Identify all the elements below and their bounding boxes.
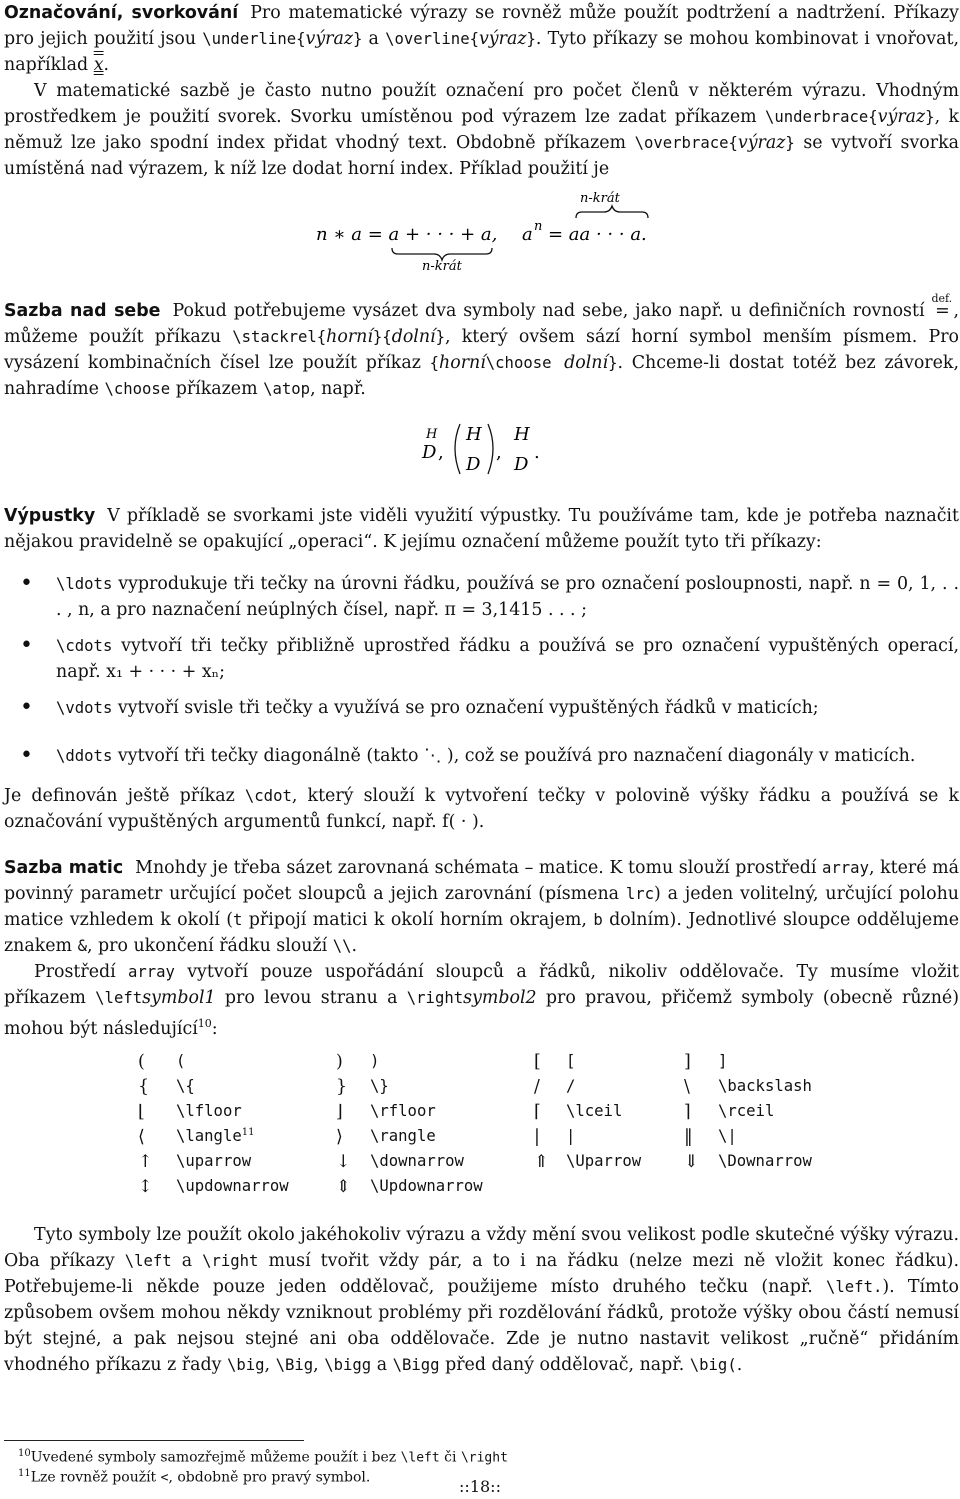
- code: }{: [372, 328, 392, 346]
- command: \{: [176, 1077, 195, 1095]
- section-heading: Sazba nad sebe: [4, 301, 161, 321]
- symbol: ⌈: [534, 1102, 541, 1122]
- text: vytvoří svisle tři tečky a využívá se pro označení vypuštěných řádků v maticích;: [112, 698, 819, 718]
- ellipsis-list: [4, 571, 959, 769]
- svg-text:.: .: [534, 442, 540, 463]
- text: vytvoří pouze uspořádání sloupců a řádků, nikoliv oddělovače. Ty musíme vložit příkazem: [4, 962, 959, 1008]
- code: array: [822, 859, 869, 877]
- math-rhs-exp: n: [534, 219, 543, 234]
- code: \big: [226, 1356, 265, 1374]
- footnote-number: 11: [18, 1468, 31, 1479]
- text: dolní: [391, 327, 436, 347]
- code: \vdots: [56, 699, 113, 717]
- overbrace: [576, 206, 648, 218]
- text: , pro ukončení řádku slouží: [86, 936, 333, 956]
- text: ) a jeden volitelný, určující polohu matice vzhledem k okolí (: [4, 884, 959, 930]
- paragraph: [4, 855, 959, 959]
- symbol: (: [138, 1052, 145, 1072]
- command: ]: [718, 1052, 728, 1070]
- symbol: /: [534, 1077, 540, 1097]
- symbol: ⇑: [534, 1152, 549, 1172]
- code: \atop: [263, 380, 311, 398]
- list-item: [4, 571, 959, 623]
- symbol: }: [336, 1077, 348, 1097]
- closing-paragraph: [4, 1222, 959, 1378]
- footnote-ref: 11: [241, 1127, 255, 1138]
- symbol: ): [336, 1052, 343, 1072]
- text: V příkladě se svorkami jste viděli využití výpustky. Tu používáme tam, kde je potřeba naznačit nějakou pravidelně se opakující „operaci“. K jejímu označení můžeme použít tyto tři příkazy:: [4, 506, 959, 552]
- section-heading: Označování, svorkování: [4, 3, 239, 23]
- text: vytvoří tři tečky přibližně uprostřed řádku a používá se pro označení vypuštěných operací, např. x₁ + · · · + xₙ;: [56, 636, 959, 682]
- text: , můžeme použít příkazu: [4, 301, 959, 347]
- code: \\: [332, 937, 352, 955]
- command: \rangle: [370, 1127, 436, 1145]
- text: připojí matici k okolí horním okrajem,: [242, 910, 594, 930]
- text: symbol2: [463, 988, 537, 1008]
- symbol: ⌉: [684, 1102, 691, 1122]
- text: vyprodukuje tři tečky na úrovni řádku, používá se pro označení posloupnosti, např. n = 0, 1, . . . , n, a pro naznačení neúplných čísel, např. π = 3,1415 . . . ;: [56, 574, 959, 620]
- paragraph: [4, 1222, 959, 1378]
- code: \overbrace{: [634, 134, 738, 152]
- text: a: [362, 29, 386, 49]
- paragraph: [4, 783, 959, 835]
- text: dolním). Jednotlivé sloupce oddělujeme znakem: [4, 910, 959, 956]
- binom-bottom: D: [466, 454, 481, 475]
- text: či: [439, 1449, 461, 1466]
- command: /: [566, 1077, 576, 1095]
- text: :: [211, 1018, 218, 1039]
- section-labeling: [4, 0, 959, 182]
- text: .: [736, 1355, 743, 1375]
- math-rhs-base: a: [522, 224, 533, 245]
- text: horní: [326, 327, 373, 347]
- symbol: [: [534, 1052, 541, 1072]
- command: |: [566, 1127, 576, 1145]
- code: \underline{: [202, 30, 306, 48]
- section-heading: Sazba matic: [4, 858, 124, 878]
- symbol: ⟩: [336, 1127, 343, 1147]
- code: \right: [460, 1450, 508, 1466]
- code: \underbrace{: [765, 108, 878, 126]
- text: výraz: [737, 133, 786, 153]
- stack-top: H: [426, 427, 438, 442]
- text: pro levou stranu a: [215, 988, 407, 1008]
- def-label: def.: [931, 292, 953, 305]
- command: \backslash: [718, 1077, 812, 1095]
- code: \Bigg: [392, 1356, 440, 1374]
- math-display-braces: [304, 188, 664, 278]
- text: a: [371, 1355, 393, 1375]
- symbol: \: [684, 1077, 690, 1097]
- left-paren: [455, 424, 460, 474]
- text: ,: [264, 1355, 276, 1375]
- command: (: [176, 1052, 186, 1070]
- text: , obdobně pro pravý symbol.: [168, 1469, 371, 1486]
- code: \ddots: [56, 747, 113, 765]
- underbrace-label: n-krát: [422, 259, 462, 274]
- symbol: ⟨: [138, 1127, 145, 1147]
- math-display-stack: [414, 418, 564, 482]
- code: \cdots: [56, 637, 113, 655]
- symbol: ‖: [684, 1127, 693, 1147]
- binom-top: H: [466, 424, 482, 445]
- command-text: \langle: [176, 1127, 242, 1146]
- text: vytvoří tři tečky diagonálně (takto ⋱ ), což se používá pro naznačení diagonály v maticích.: [112, 746, 916, 766]
- text: výraz: [305, 29, 353, 49]
- right-paren: [488, 424, 493, 474]
- text: Uvedené symboly samozřejmě můžeme použít i bez: [30, 1449, 401, 1466]
- symbol: ⇓: [684, 1152, 699, 1172]
- text: Je definován ještě příkaz: [4, 786, 245, 806]
- text: . Chceme-li dostat totéž bez závorek, nahradíme: [4, 353, 959, 399]
- code: \big(: [689, 1356, 737, 1374]
- command: [176, 1127, 254, 1145]
- symbol: ↑: [138, 1152, 153, 1172]
- text: ). Tímto způsobem ovšem mohou někdy vzniknout problémy při rozdělování řádků, protože výšky obou částí nemusí být stejné, a pak nejsou stejné ani oba oddělovače. Zde je nutno nastavit velikost „ručně“ přidáním vhodného příkazu z řady: [4, 1277, 960, 1375]
- text: musí tvořit vždy pár, a to i na řádku (nelze mezi ně vložit konec řádku). Potřebujeme-li někde pouze jeden oddělovač, použijeme místo druhého tečku (např.: [4, 1251, 959, 1297]
- symbol: {: [138, 1077, 150, 1097]
- text: před daný oddělovač, např.: [439, 1355, 690, 1375]
- text: Prostředí: [34, 962, 128, 982]
- atop-bottom: D: [514, 454, 529, 475]
- code: t: [232, 911, 243, 929]
- code: \overline{: [385, 30, 479, 48]
- list-item: [4, 633, 959, 685]
- code: \stackrel{: [232, 328, 327, 346]
- text: příkazem: [170, 379, 264, 399]
- code: \right: [202, 1252, 259, 1270]
- command: \}: [370, 1077, 389, 1095]
- code: }: [353, 30, 363, 48]
- text: pro pravou, přičemž symboly (obecně různé) mohou být následující: [4, 988, 959, 1039]
- section-matrix: [4, 855, 959, 1042]
- list-item: [4, 743, 959, 769]
- svg-text:,: ,: [496, 442, 502, 463]
- section-stack: [4, 292, 959, 402]
- symbol: ⇕: [336, 1177, 351, 1197]
- footnote-rule: [4, 1440, 304, 1441]
- text: výraz: [478, 29, 527, 49]
- code: \left.: [826, 1278, 883, 1296]
- code: \ldots: [56, 575, 113, 593]
- symbol: |: [534, 1127, 540, 1147]
- code: \choose: [485, 354, 565, 372]
- text: Lze rovněž použít: [30, 1469, 161, 1486]
- command: \Updownarrow: [370, 1177, 483, 1195]
- command: \rfloor: [370, 1102, 436, 1120]
- text: .: [351, 936, 358, 956]
- text: ,: [313, 1355, 325, 1375]
- code: \right: [406, 989, 464, 1007]
- def-eq: [931, 292, 953, 324]
- page-number: ::18::: [459, 1477, 501, 1496]
- paragraph: [4, 503, 959, 555]
- code: }: [435, 328, 446, 346]
- paragraph: [4, 959, 959, 1042]
- code: \cdot: [244, 787, 292, 805]
- code: \bigg: [324, 1356, 372, 1374]
- paragraph: [4, 292, 959, 402]
- command: \lceil: [566, 1102, 623, 1120]
- code: }: [526, 30, 536, 48]
- text: Pokud potřebujeme vysázet dva symboly nad sebe, jako např. u definičních rovností: [172, 301, 932, 321]
- text: výraz: [877, 107, 926, 127]
- overbrace-label: n-krát: [580, 191, 620, 206]
- section-ellipsis: [4, 503, 959, 835]
- text: Tyto symboly lze použít okolo jakéhokoliv výrazu a vždy mění svou velikost podle skutečné výšky výrazu. Oba příkazy: [4, 1225, 959, 1271]
- text: , který ovšem sází horní symbol menším písmem. Pro vysázení kombinačních čísel lze použít příkaz: [4, 327, 959, 373]
- footnote-number: 10: [18, 1448, 31, 1459]
- command: \Uparrow: [566, 1152, 642, 1170]
- eq: =: [935, 301, 950, 321]
- text: symbol1: [142, 988, 216, 1008]
- code: &: [77, 937, 87, 955]
- text: , k němuž lze jako spodní index přidat vhodný text. Obdobně příkazem: [4, 107, 959, 153]
- code: \Big: [275, 1356, 314, 1374]
- command: \rceil: [718, 1102, 775, 1120]
- math-x: x: [93, 55, 104, 75]
- text: horní: [439, 353, 486, 373]
- symbol: ⌋: [336, 1102, 343, 1122]
- math-lhs: n ∗ a = a + · · · + a,: [316, 224, 498, 245]
- command: \updownarrow: [176, 1177, 289, 1195]
- symbol: ↕: [138, 1177, 153, 1197]
- command: \Downarrow: [718, 1152, 812, 1170]
- code: \choose: [104, 380, 171, 398]
- command: \uparrow: [176, 1152, 252, 1170]
- code: lrc: [625, 885, 655, 903]
- svg-text:,: ,: [438, 442, 444, 463]
- paragraph: V matematické sazbě je často nutno použít označení pro počet členů v některém výrazu. Vhodným prostředkem je použití svorek. Svorku umístěnou pod výrazem lze zadat příkazem \underbrace{výraz}, k němuž lze jako spodní index přidat vhodný text. Obdobně příkazem \overbrace{výraz} se vytvoří svorka umístěná nad výrazem, k níž lze dodat horní index. Příklad použití je: [4, 81, 959, 179]
- text: , které má povinný parametr určující počet sloupců a jejich zarovnání (písmena: [4, 858, 959, 904]
- text: dolní: [564, 353, 609, 373]
- text: , např.: [310, 379, 366, 399]
- symbol: ↓: [336, 1152, 351, 1172]
- code: <: [160, 1470, 169, 1486]
- code: \left: [95, 989, 143, 1007]
- text: V matematické sazbě je často nutno použít označení pro počet členů v některém výrazu. Vhodným prostředkem je použití svorek. Svorku umístěnou pod výrazem lze zadat příkazem: [4, 81, 959, 127]
- stack-bottom: D: [422, 442, 437, 463]
- text: Mnohdy je třeba sázet zarovnaná schémata – matice. K tomu slouží prostředí: [135, 858, 823, 878]
- code: \left: [124, 1252, 172, 1270]
- symbol: ⌊: [138, 1102, 145, 1122]
- code: {: [429, 354, 440, 372]
- code: b: [593, 911, 603, 929]
- command: \|: [718, 1127, 737, 1145]
- section-heading: Výpustky: [4, 506, 96, 526]
- code: \left: [400, 1450, 440, 1466]
- code: }: [608, 354, 618, 372]
- text: . Tyto příkazy se mohou kombinovat i vnořovat, například: [4, 29, 959, 75]
- command: ): [370, 1052, 380, 1070]
- math-rhs: = aa · · · a.: [548, 224, 647, 245]
- code: array: [127, 963, 175, 981]
- text: a: [171, 1251, 203, 1271]
- command: [: [566, 1052, 576, 1070]
- text: Pro matematické výrazy se rovněž může použít podtržení a nadtržení. Příkazy pro jejich použití jsou: [4, 3, 959, 49]
- symbol: ]: [684, 1052, 691, 1072]
- text: .: [103, 55, 110, 75]
- text: , který slouží k vytvoření tečky v polovině výšky řádku a používá se k označování vypuštěných argumentů funkcí, např. f( · ).: [4, 786, 959, 832]
- atop-top: H: [514, 424, 530, 445]
- list-item: [4, 695, 959, 721]
- paragraph: [4, 0, 959, 78]
- text: se vytvoří svorka umístěná nad výrazem, k níž lze dodat horní index. Příklad použití je: [4, 133, 959, 179]
- footnote-ref: 10: [197, 1017, 212, 1030]
- command: \lfloor: [176, 1102, 242, 1120]
- command: \downarrow: [370, 1152, 464, 1170]
